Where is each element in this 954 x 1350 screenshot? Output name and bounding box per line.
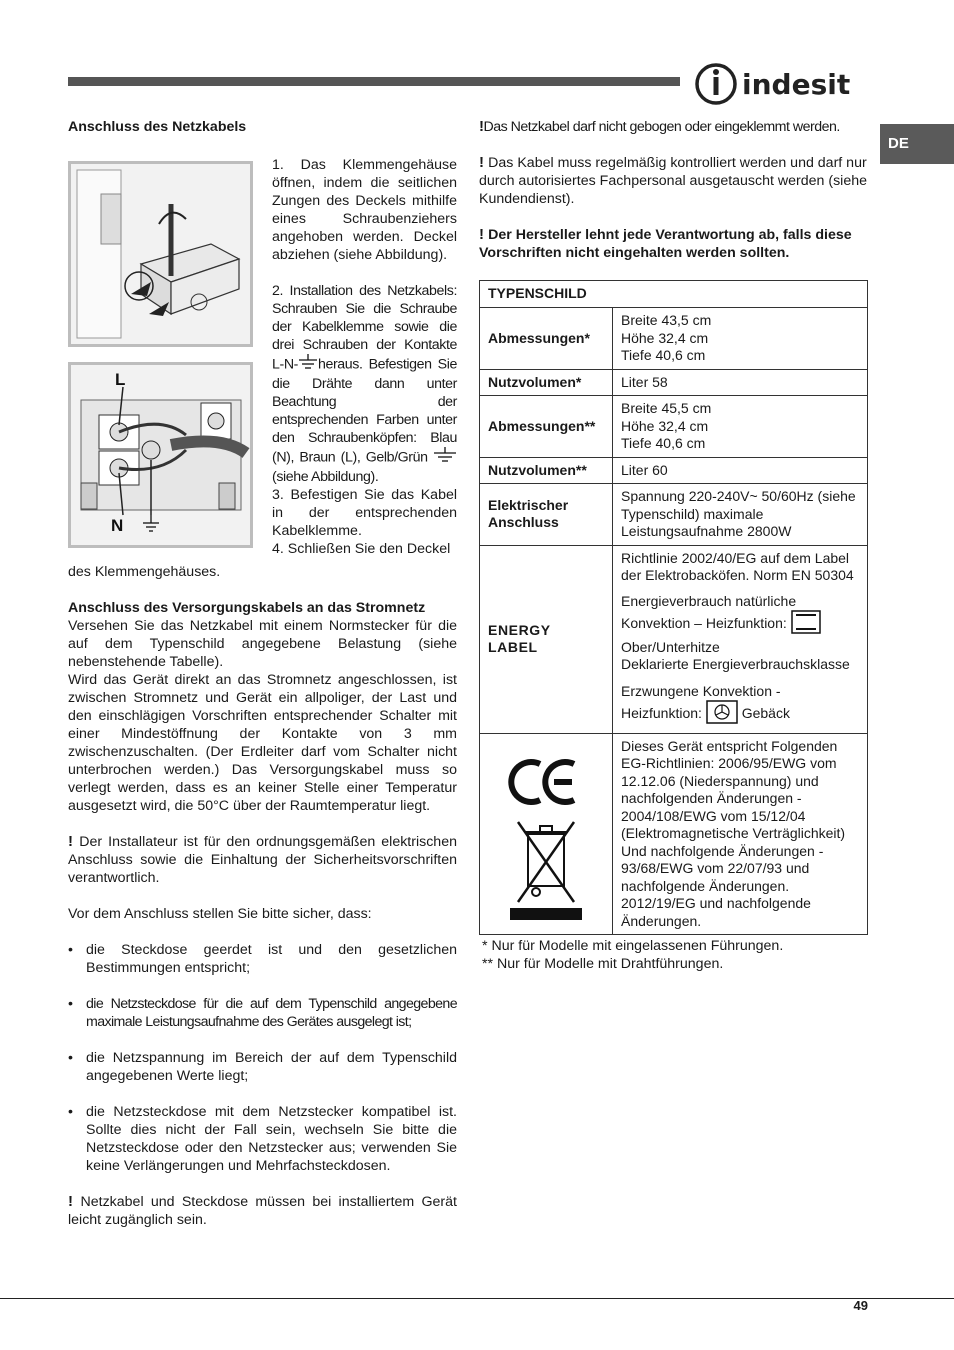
list-item: • die Netzsteckdose für die auf dem Typenschild angegebene maximale Leistungsaufnahme des Gerätes ausgelegt ist;: [68, 995, 457, 1031]
step-4-continued: des Klemmengehäuses.: [68, 564, 221, 580]
table-row: [480, 281, 868, 308]
step-1: 1. Das Klemmengehäuse öffnen, indem die seitlichen Zungen des Deckels mithilfe eines Schraubenziehers angehoben werden. Deckel abziehen (siehe Abbildung).: [272, 157, 457, 263]
right-column: [479, 118, 868, 973]
heading-power-cable: Anschluss des Netzkabels: [68, 119, 247, 135]
page-number: 49: [853, 1298, 868, 1313]
ground-icon: [298, 354, 318, 375]
table-row: Dieses Gerät entspricht Folgenden EG-Richtlinien: 2006/95/EWG vom 12.12.06 (Niederspannung) und nachfolgenden Änderungen - 2004/108/EWG vom 15/12/04 (Elektromagnetische Verträglichkeit) Und nachfolgende Änderungen - 93/68/EWG vom 22/07/93 und nachfolgende Änderungen. 2012/19/EG und nachfolgende Änderungen.: [480, 733, 868, 935]
warning-liability: ! Der Hersteller lehnt jede Verantwortung ab, falls diese Vorschriften nicht eingehalten werden sollten.: [479, 226, 852, 261]
indesit-logo: [694, 62, 870, 106]
step-2: 2. Installation des Netzkabels: Schrauben Sie die Schraube der Kabelklemme sowie die drei Schrauben der Kontakte L-N- heraus. Befestigen Sie die Drähte dann unter Beachtung der entsprechenden Farben unter den Schraubenköpfen: Blau (N), Braun (L), Gelb/Grün (siehe Abbildung).: [272, 283, 457, 485]
warning-no-bend: !Das Netzkabel darf nicht gebogen oder eingeklemmt werden.: [479, 118, 840, 135]
list-item: • die Steckdose geerdet ist und den gesetzlichen Bestimmungen entspricht;: [68, 941, 457, 977]
ce-weee-icons: [496, 742, 596, 922]
weee-bin-icon: [518, 822, 574, 902]
warning-accessible: ! Netzkabel und Steckdose müssen bei installiertem Gerät leicht zugänglich sein.: [68, 1193, 457, 1228]
table-row: Nutzvolumen** Liter 60: [480, 457, 868, 484]
warning-inspect: ! Das Kabel muss regelmäßig kontrolliert werden und darf nur durch autorisiertes Fachpersonal ausgetauscht werden (siehe Kundendienst).: [479, 154, 868, 207]
table-row: Elektrischer Anschluss Spannung 220-240V~ 50/60Hz (siehe Typenschild) maximale Leistungsaufnahme 2800W: [480, 484, 868, 546]
table-row: ENERGY LABEL Richtlinie 2002/40/EG auf dem Label der Elektrobacköfen. Norm EN 50304 Energieverbrauch natürliche Konvektion – Heizfunktion: Ober/Unterhitze Deklarierte Energieverbrauchsklasse Erzwungene Konvektion - Heizfunktion: Gebäck: [480, 545, 868, 733]
rating-plate-table: [479, 280, 868, 935]
top-bottom-heat-icon: [791, 610, 821, 639]
weee-bar-icon: [510, 908, 582, 920]
table-row: Abmessungen** Breite 45,5 cm Höhe 32,4 cm Tiefe 40,6 cm: [480, 396, 868, 458]
logo-text: indesit: [742, 68, 851, 101]
figure-terminal-box: [68, 161, 253, 347]
figure-terminal-block: [68, 362, 253, 548]
checklist: [68, 941, 457, 1175]
table-title: TYPENSCHILD: [480, 281, 868, 308]
checklist-intro: Vor dem Anschluss stellen Sie bitte sicher, dass:: [68, 906, 372, 922]
footnote-1: * Nur für Modelle mit eingelassenen Führungen.: [482, 938, 784, 954]
list-item: • die Netzsteckdose mit dem Netzstecker kompatibel ist. Sollte dies nicht der Fall sein, wechseln Sie bitte die Netzsteckdose oder den Netzstecker aus; verwenden Sie keine Verlängerungen und Mehrfachsteckdosen.: [68, 1103, 457, 1175]
label-N: N: [111, 516, 124, 535]
ce-mark-icon: [511, 762, 574, 802]
pastry-fan-icon: [706, 700, 738, 729]
footer-rule: [0, 1298, 954, 1299]
language-tab: DE: [880, 124, 954, 164]
left-body: [68, 563, 457, 1229]
label-L: L: [115, 370, 126, 389]
installation-steps: [272, 156, 457, 558]
paragraph-switch: Wird das Gerät direkt an das Stromnetz angeschlossen, ist zwischen Stromnetz und Gerät ein allpoliger, der Last und den einschlägigen Vorschriften entsprechender Schalter mit einer Mindestöffnung der Kontakte von 3 mm zwischenzuschalten. (Der Erdleiter darf vom Schalter nicht unterbrochen werden.) Das Versorgungskabel muss so verlegt werden, dass es an keiner Stelle einer Temperatur ausgesetzt wird, die 50°C über der Raumtemperatur liegt.: [68, 672, 457, 814]
warning-installer: ! Der Installateur ist für den ordnungsgemäßen elektrischen Anschluss sowie die Einhaltung der Sicherheitsvorschriften verantwortlich.: [68, 833, 457, 886]
step-3: 3. Befestigen Sie das Kabel in der entsprechenden Kabelklemme.: [272, 487, 457, 539]
footnote-2: ** Nur für Modelle mit Drahtführungen.: [482, 956, 724, 972]
paragraph-plug: Versehen Sie das Netzkabel mit einem Normstecker für die auf dem Typenschild angegebene Belastung (siehe nebenstehende Tabelle).: [68, 618, 457, 670]
table-row: Abmessungen* Breite 43,5 cm Höhe 32,4 cm Tiefe 40,6 cm: [480, 308, 868, 370]
table-row: Nutzvolumen* Liter 58: [480, 369, 868, 396]
header-bar: [68, 77, 680, 86]
ground-icon: [433, 447, 457, 468]
list-item: • die Netzspannung im Bereich der auf dem Typenschild angegebenen Werte liegt;: [68, 1049, 457, 1085]
step-4: 4. Schließen Sie den Deckel: [272, 541, 451, 557]
heading-mains-connection: Anschluss des Versorgungskabels an das Stromnetz: [68, 600, 426, 616]
